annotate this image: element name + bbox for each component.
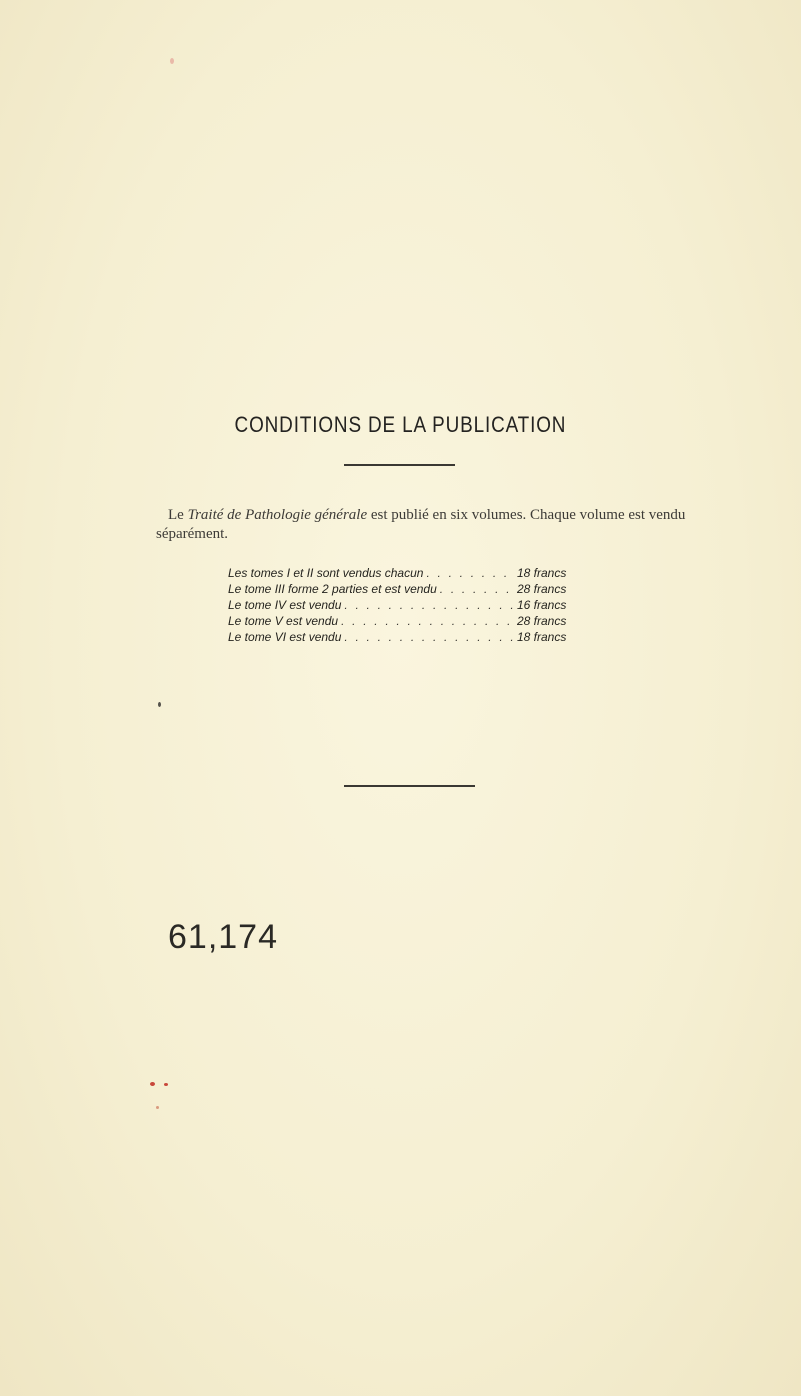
price-row — [228, 629, 599, 645]
dot-leader — [341, 613, 514, 629]
dot-leader — [426, 565, 514, 581]
shelf-mark: 61,174 — [168, 918, 278, 956]
price-description: Le tome VI est vendu — [228, 630, 342, 644]
price-description: Le tome III forme 2 parties et est vendu — [228, 582, 437, 596]
price-value: 28 francs — [517, 614, 567, 628]
price-row — [228, 613, 599, 629]
paper-speck — [170, 58, 174, 64]
price-value: 28 francs — [517, 582, 567, 596]
price-value: 16 francs — [517, 598, 567, 612]
intro-paragraph — [156, 506, 768, 544]
price-value: 18 francs — [517, 566, 567, 580]
title-rule — [344, 464, 455, 466]
dot-leader — [344, 597, 514, 613]
price-value: 18 francs — [517, 630, 567, 644]
paper-speck — [150, 1082, 155, 1086]
paper-speck — [164, 1083, 168, 1086]
paper-speck — [158, 702, 161, 707]
intro-book-title: Traité de Pathologie générale — [187, 507, 368, 523]
page-title: CONDITIONS DE LA PUBLICATION — [234, 412, 567, 437]
intro-continuation: séparément. — [156, 526, 229, 542]
section-rule — [344, 785, 475, 787]
dot-leader — [440, 581, 514, 597]
price-list — [228, 565, 599, 645]
paper-speck — [156, 1106, 159, 1109]
price-description: Les tomes I et II sont vendus chacun — [228, 566, 424, 580]
price-row — [228, 565, 599, 581]
intro-part-1: Le — [168, 507, 188, 523]
dot-leader — [344, 629, 514, 645]
price-description: Le tome V est vendu — [228, 614, 339, 628]
price-row — [228, 581, 599, 597]
intro-part-2: est publié en six volumes. Chaque volume est vendu — [367, 507, 686, 523]
price-row — [228, 597, 599, 613]
price-description: Le tome IV est vendu — [228, 598, 342, 612]
